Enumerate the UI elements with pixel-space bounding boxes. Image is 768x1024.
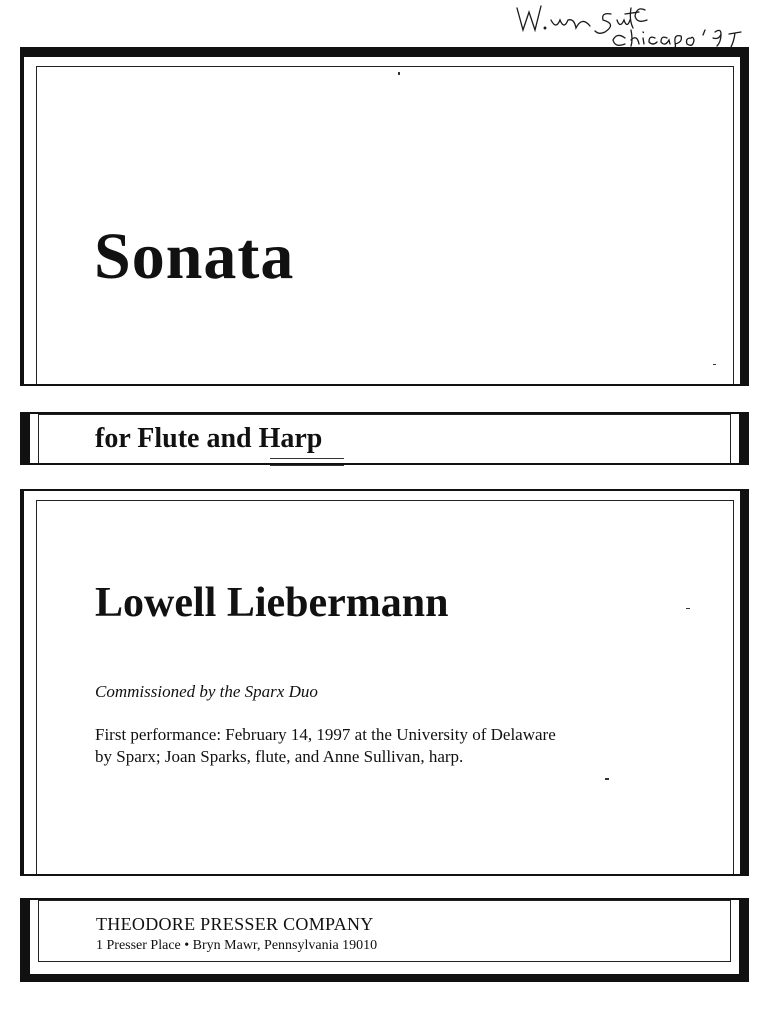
print-speck — [398, 72, 400, 75]
commission-note: Commissioned by the Sparx Duo — [95, 682, 318, 701]
handwritten-signature — [505, 0, 765, 52]
handwritten-underline — [270, 458, 344, 466]
score-title: Sonata — [94, 220, 295, 293]
premiere-line-2: by Sparx; Joan Sparks, flute, and Anne Sullivan, harp. — [95, 747, 464, 766]
print-speck — [605, 778, 609, 780]
publisher-name: THEODORE PRESSER COMPANY — [96, 914, 374, 934]
print-speck — [686, 608, 690, 609]
title-frame — [20, 47, 749, 386]
premiere-line-1: First performance: February 14, 1997 at the University of Delaware — [95, 725, 556, 744]
publisher-address: 1 Presser Place • Bryn Mawr, Pennsylvania 19010 — [96, 938, 378, 953]
print-speck — [713, 364, 716, 365]
composer-name: Lowell Liebermann — [95, 580, 449, 626]
score-subtitle: for Flute and Harp — [95, 423, 323, 454]
premiere-note — [95, 724, 655, 768]
